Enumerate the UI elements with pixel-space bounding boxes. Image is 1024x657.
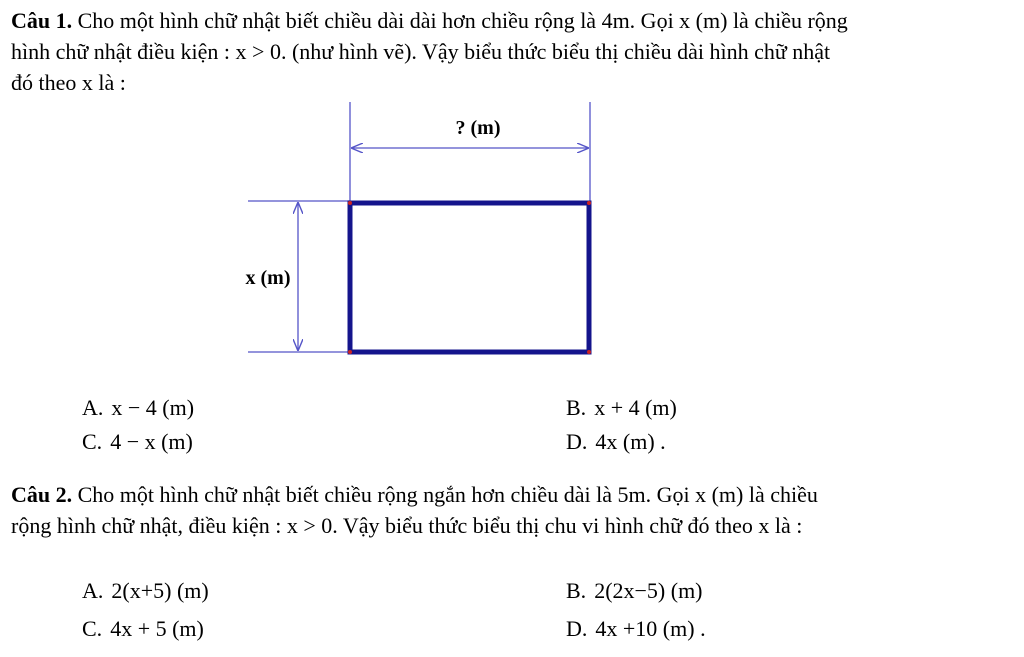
corner-dot bbox=[348, 350, 352, 354]
q2-option-b-expr: 2(2x−5) (m) bbox=[594, 578, 703, 603]
q2-option-d[interactable] bbox=[566, 614, 706, 644]
question-1-line-1: Cho một hình chữ nhật biết chiều dài dài hơn chiều rộng là 4m. Gọi x (m) là chiều rộng bbox=[72, 8, 848, 33]
q2-option-c[interactable] bbox=[82, 614, 204, 644]
q2-option-a-letter: A. bbox=[82, 578, 104, 603]
q2-option-b-letter: B. bbox=[566, 578, 587, 603]
question-1-line-3: đó theo x là : bbox=[11, 70, 126, 95]
q2-option-a-expr: 2(x+5) (m) bbox=[111, 578, 209, 603]
question-1-label: Câu 1. bbox=[11, 8, 73, 33]
q2-option-c-letter: C. bbox=[82, 616, 103, 641]
corner-dot bbox=[587, 201, 591, 205]
q1-option-c-expr: 4 − x (m) bbox=[110, 429, 193, 454]
q1-option-a[interactable] bbox=[82, 393, 194, 423]
q1-option-c-letter: C. bbox=[82, 429, 103, 454]
q1-option-d[interactable] bbox=[566, 427, 666, 457]
q1-option-b-expr: x + 4 (m) bbox=[594, 395, 677, 420]
q2-option-d-expr: 4x +10 (m) . bbox=[595, 616, 706, 641]
q1-option-d-letter: D. bbox=[566, 429, 588, 454]
q1-option-c[interactable] bbox=[82, 427, 193, 457]
q2-option-d-letter: D. bbox=[566, 616, 588, 641]
question-2-line-2: rộng hình chữ nhật, điều kiện : x > 0. Vậy biểu thức biểu thị chu vi hình chữ đó theo x là : bbox=[11, 513, 803, 538]
rectangle-shape bbox=[350, 203, 589, 352]
q1-option-a-letter: A. bbox=[82, 395, 104, 420]
q2-option-c-expr: 4x + 5 (m) bbox=[110, 616, 204, 641]
question-2-line-1: Cho một hình chữ nhật biết chiều rộng ngắn hơn chiều dài là 5m. Gọi x (m) là chiều bbox=[72, 482, 818, 507]
corner-dot bbox=[587, 350, 591, 354]
q1-option-a-expr: x − 4 (m) bbox=[111, 395, 195, 420]
question-2-text bbox=[11, 479, 818, 541]
question-1-text bbox=[11, 5, 1024, 98]
corner-dot bbox=[348, 201, 352, 205]
q1-option-b-letter: B. bbox=[566, 395, 587, 420]
question-1-line-2: hình chữ nhật điều kiện : x > 0. (như hình vẽ). Vậy biểu thức biểu thị chiều dài hình chữ nhật bbox=[11, 39, 831, 64]
question-2-label: Câu 2. bbox=[11, 482, 73, 507]
q2-option-b[interactable] bbox=[566, 576, 703, 606]
q2-option-a[interactable] bbox=[82, 576, 209, 606]
q1-option-b[interactable] bbox=[566, 393, 677, 423]
width-label: x (m) bbox=[245, 267, 291, 289]
q1-option-d-expr: 4x (m) . bbox=[595, 429, 666, 454]
length-label: ? (m) bbox=[455, 117, 501, 139]
